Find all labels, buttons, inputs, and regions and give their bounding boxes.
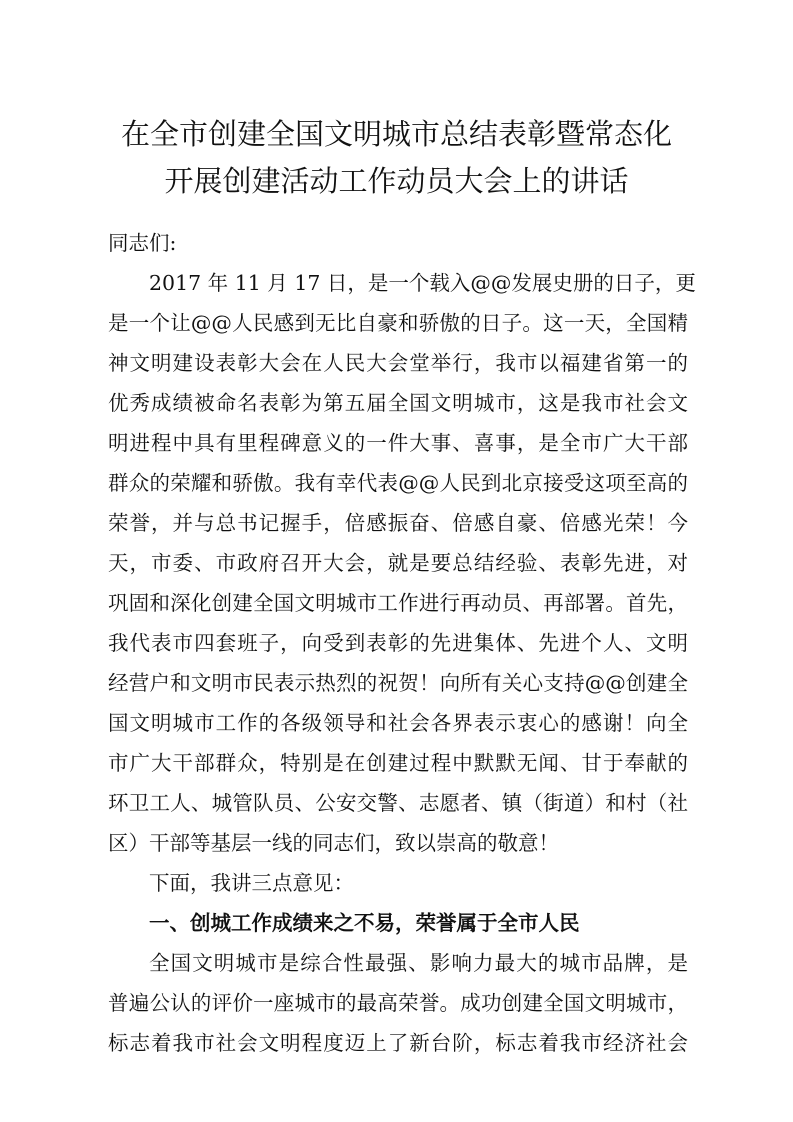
paragraph-line: 区）干部等基层一线的同志们，致以崇高的敬意！ <box>108 831 559 855</box>
paragraph-line: 优秀成绩被命名表彰为第五届全国文明城市，这是我市社会文 <box>108 391 688 415</box>
document-title <box>0 111 793 205</box>
paragraph-line: 是一个让@@人民感到无比自豪和骄傲的日子。这一天，全国精 <box>108 311 688 335</box>
paragraph-line: 国文明城市工作的各级领导和社会各界表示衷心的感谢！向全 <box>108 711 688 735</box>
title-line-2: 开展创建活动工作动员大会上的讲话 <box>164 164 629 198</box>
paragraph-line: 2017 年 11 月 17 日，是一个载入@@发展史册的日子，更 <box>149 271 696 295</box>
document-body <box>108 223 696 1063</box>
paragraph-line: 神文明建设表彰大会在人民大会堂举行，我市以福建省第一的 <box>108 351 688 375</box>
paragraph-3 <box>108 943 688 1063</box>
paragraph-line: 我代表市四套班子，向受到表彰的先进集体、先进个人、文明 <box>108 631 688 655</box>
title-line-1: 在全市创建全国文明城市总结表彰暨常态化 <box>120 117 672 151</box>
paragraph-line: 经营户和文明市民表示热烈的祝贺！向所有关心支持@@创建全 <box>108 671 688 695</box>
paragraph-line: 荣誉，并与总书记握手，倍感振奋、倍感自豪、倍感光荣！今 <box>108 511 688 535</box>
paragraph-1 <box>108 263 696 863</box>
paragraph-line: 全国文明城市是综合性最强、影响力最大的城市品牌，是 <box>149 951 688 975</box>
paragraph-line: 明进程中具有里程碑意义的一件大事、喜事，是全市广大干部 <box>108 431 688 455</box>
section-heading-1: 一、创城工作成绩来之不易，荣誉属于全市人民 <box>149 911 580 935</box>
paragraph-line: 环卫工人、城管队员、公安交警、志愿者、镇（街道）和村（社 <box>108 791 688 815</box>
paragraph-line: 标志着我市社会文明程度迈上了新台阶，标志着我市经济社会 <box>108 1031 688 1055</box>
salutation: 同志们: <box>108 231 177 255</box>
paragraph-line: 天，市委、市政府召开大会，就是要总结经验、表彰先进，对 <box>108 551 688 575</box>
paragraph-line: 巩固和深化创建全国文明城市工作进行再动员、再部署。首先， <box>108 591 688 615</box>
paragraph-line: 市广大干部群众，特别是在创建过程中默默无闻、甘于奉献的 <box>108 751 688 775</box>
paragraph-line: 群众的荣耀和骄傲。我有幸代表@@人民到北京接受这项至高的 <box>108 471 688 495</box>
paragraph-2: 下面，我讲三点意见： <box>149 871 354 895</box>
paragraph-line: 普遍公认的评价一座城市的最高荣誉。成功创建全国文明城市， <box>108 991 688 1015</box>
